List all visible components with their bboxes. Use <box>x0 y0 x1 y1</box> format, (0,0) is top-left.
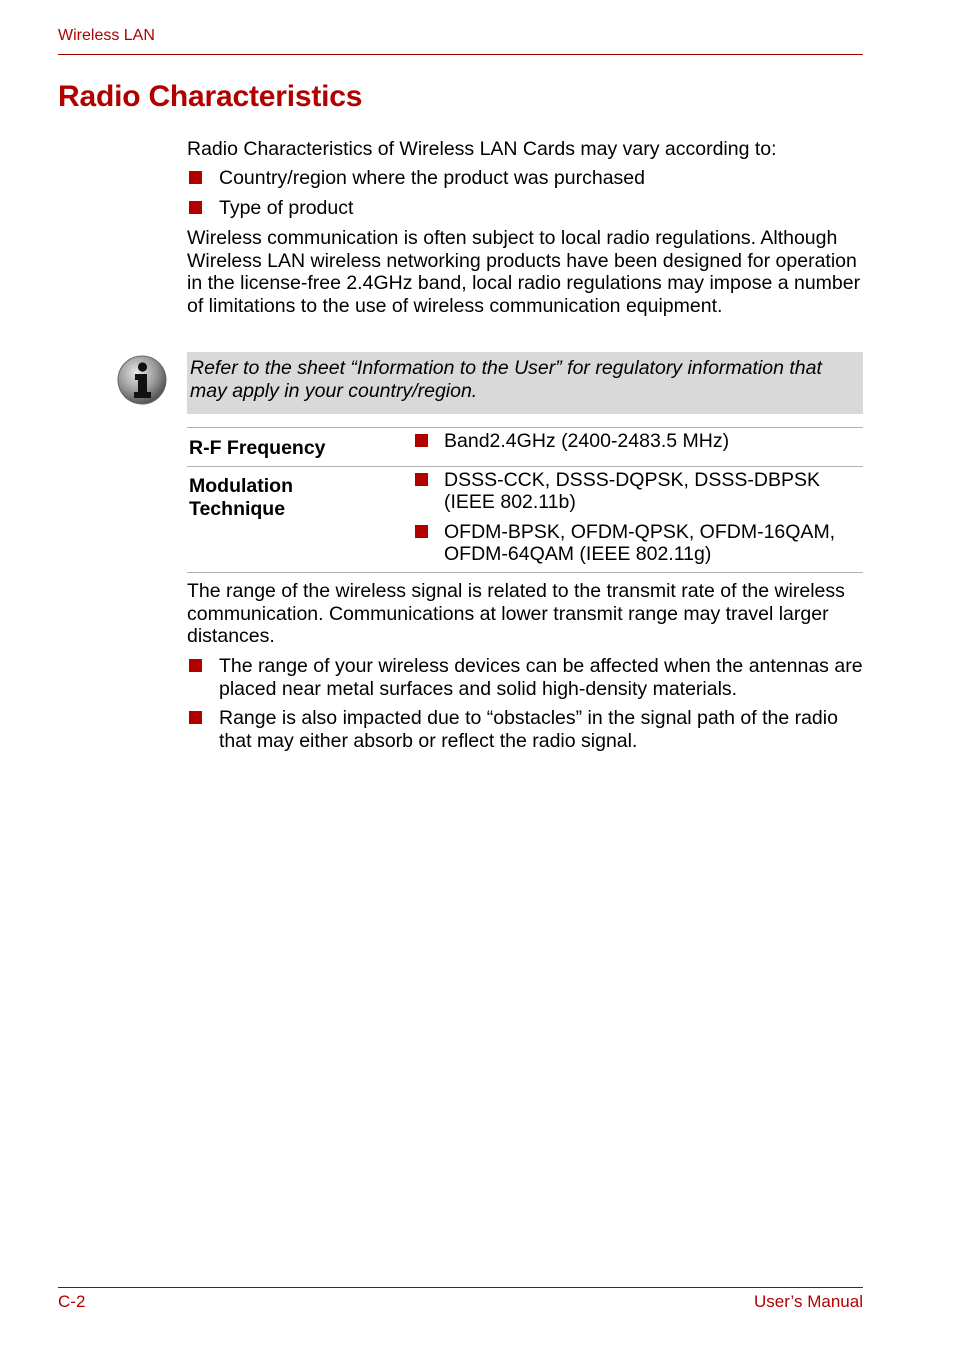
manual-title: User’s Manual <box>754 1292 863 1311</box>
spec-label-frequency: R-F Frequency <box>189 437 326 459</box>
spec-item <box>412 469 863 513</box>
footer-rule <box>58 1287 863 1288</box>
regulations-paragraph: Wireless communication is often subject to local radio regulations. Although Wireless LAN wireless networking products have been designed for operation in the license-free 2.4GHz band, local radio regulations may impose a number of limitations to the use of wireless communication equipment. <box>187 227 861 317</box>
list-item-text: The range of your wireless devices can be affected when the antennas are placed near metal surfaces and solid high-density materials. <box>219 655 863 700</box>
square-bullet-icon <box>415 473 428 486</box>
info-icon <box>116 354 168 406</box>
spec-item-text: OFDM-BPSK, OFDM-QPSK, OFDM-16QAM, OFDM-64QAM (IEEE 802.11g) <box>444 521 836 565</box>
spec-item <box>412 430 863 452</box>
spec-label-line: Technique <box>189 498 286 520</box>
note-text: Refer to the sheet “Information to the User” for regulatory information that may apply in your country/region. <box>190 357 822 402</box>
list-item <box>187 197 863 220</box>
spec-item <box>412 521 863 565</box>
square-bullet-icon <box>189 201 202 214</box>
square-bullet-icon <box>189 171 202 184</box>
table-rule <box>187 572 863 573</box>
list-item <box>187 167 863 190</box>
header-rule <box>58 54 863 55</box>
note-box <box>187 352 863 414</box>
intro-paragraph: Radio Characteristics of Wireless LAN Cards may vary according to: <box>187 138 777 160</box>
square-bullet-icon <box>415 434 428 447</box>
list-item-text: Range is also impacted due to “obstacles” in the signal path of the radio that may either absorb or reflect the radio signal. <box>219 707 838 752</box>
list-item-text: Country/region where the product was purchased <box>219 167 645 189</box>
spec-label-line: Modulation <box>189 475 293 497</box>
square-bullet-icon <box>415 525 428 538</box>
list-item <box>187 655 863 700</box>
spec-item-text: Band2.4GHz (2400-2483.5 MHz) <box>444 430 730 452</box>
page-number: C-2 <box>58 1292 86 1311</box>
spec-item-text: DSSS-CCK, DSSS-DQPSK, DSSS-DBPSK (IEEE 802.11b) <box>444 469 821 513</box>
table-rule <box>187 427 863 428</box>
list-item <box>187 707 863 752</box>
square-bullet-icon <box>189 659 202 672</box>
square-bullet-icon <box>189 711 202 724</box>
page-title: Radio Characteristics <box>58 80 363 113</box>
running-header: Wireless LAN <box>58 27 155 44</box>
range-paragraph: The range of the wireless signal is related to the transmit rate of the wireless communication. Communications at lower transmit range may travel larger distances. <box>187 580 845 647</box>
list-item-text: Type of product <box>219 197 354 219</box>
table-rule <box>187 466 863 467</box>
spec-label-modulation <box>189 475 389 521</box>
